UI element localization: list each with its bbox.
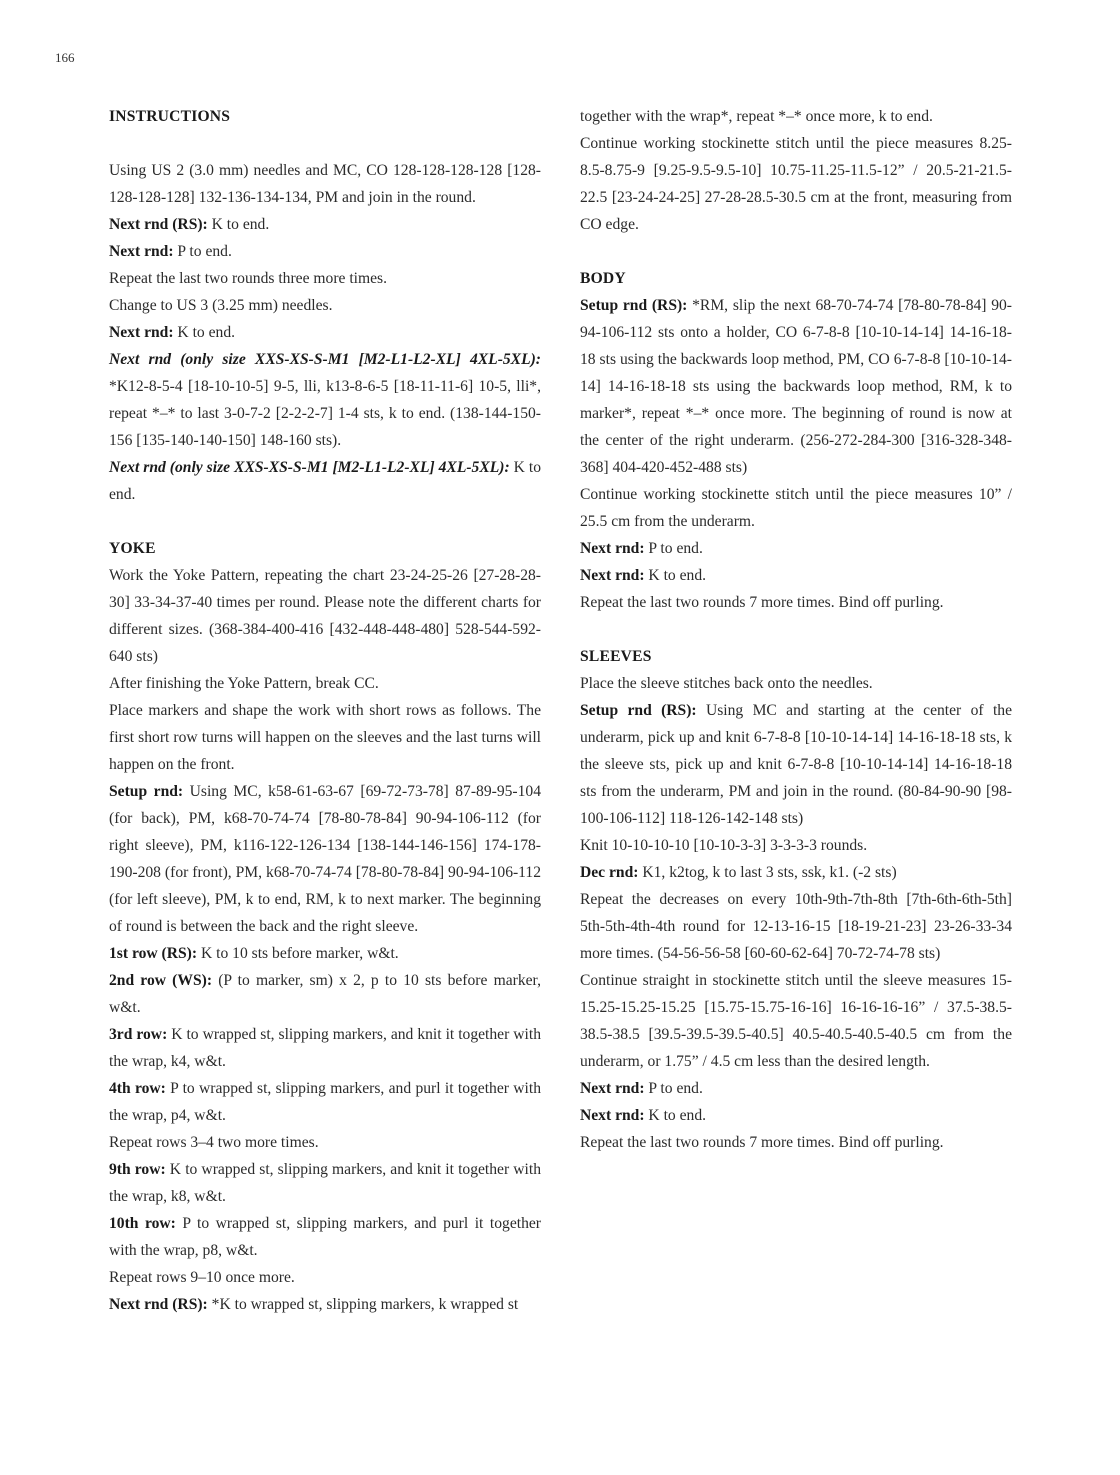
step-text: K1, k2tog, k to last 3 sts, ssk, k1. (-2 sts) <box>638 864 897 881</box>
step-text: (P to marker, sm) x 2, p to 10 sts before marker, w&t. <box>109 972 542 1016</box>
page-number: 166 <box>55 50 75 65</box>
paragraph <box>109 211 541 238</box>
paragraph: together with the wrap*, repeat *–* once more, k to end. <box>580 108 933 125</box>
paragraph <box>109 238 541 265</box>
step-text: P to end. <box>644 1080 703 1097</box>
paragraph: Repeat rows 3–4 two more times. <box>109 1134 319 1151</box>
step-text: K to wrapped st, slipping markers, and knit it together with the wrap, k4, w&t. <box>109 1026 541 1070</box>
step-text: *K12-8-5-4 [18-10-10-5] 9-5, lli, k13-8-6-5 [18-11-11-6] 10-5, lli*, repeat *–* to last 3-0-7-2 [2-2-2-7] 1-4 sts, k to end. (138-144-150-156 [135-140-140-150] 148-160 sts). <box>109 378 541 449</box>
spacer <box>580 616 1012 643</box>
paragraph <box>109 346 541 454</box>
step-label: 9th row: <box>109 1161 166 1178</box>
step-text: K to end. <box>644 1107 707 1124</box>
step-label: Setup rnd (RS): <box>580 702 697 719</box>
step-label: 2nd row (WS): <box>109 972 213 989</box>
step-text: P to end. <box>173 243 232 260</box>
paragraph <box>109 1075 541 1129</box>
paragraph <box>109 1291 541 1318</box>
step-label: Next rnd: <box>580 567 645 584</box>
instructions-heading: INSTRUCTIONS <box>109 108 231 125</box>
paragraph: Continue straight in stockinette stitch until the sleeve measures 15-15.25-15.25-15.25 [15.75-15.75-16-16] 16-16-16-16” / 37.5-38.5-38.5-38.5 [39.5-39.5-39.5-40.5] 40.5-40.5-40.5-40.5 cm from the underarm, or 1.75” / 4.5 cm less than the desired length. <box>580 972 1012 1070</box>
paragraph <box>109 319 541 346</box>
spacer <box>580 238 1012 265</box>
step-text: P to end. <box>644 540 703 557</box>
step-label: Next rnd: <box>109 324 174 341</box>
paragraph: Repeat rows 9–10 once more. <box>109 1269 295 1286</box>
paragraph <box>109 778 541 940</box>
step-label: 3rd row: <box>109 1026 168 1043</box>
step-text: P to wrapped st, slipping markers, and purl it together with the wrap, p8, w&t. <box>109 1215 541 1259</box>
step-text: K to wrapped st, slipping markers, and knit it together with the wrap, k8, w&t. <box>109 1161 542 1205</box>
paragraph <box>580 535 1012 562</box>
step-label: Next rnd (only size XXS-XS-S-M1 [M2-L1-L2-XL] 4XL-5XL): <box>109 459 510 476</box>
paragraph: Using US 2 (3.0 mm) needles and MC, CO 128-128-128-128 [128-128-128-128] 132-136-134-134, PM and join in the round. <box>109 162 541 206</box>
body-heading: BODY <box>580 270 626 287</box>
paragraph: Place markers and shape the work with short rows as follows. The first short row turns will happen on the sleeves and the last turns will happen on the front. <box>109 702 541 773</box>
paragraph: Continue working stockinette stitch until the piece measures 10” / 25.5 cm from the underarm. <box>580 486 1012 530</box>
paragraph <box>580 1075 1012 1102</box>
left-column <box>109 103 541 1318</box>
paragraph: Repeat the last two rounds 7 more times. Bind off purling. <box>580 594 944 611</box>
paragraph <box>580 859 1012 886</box>
step-text: *K to wrapped st, slipping markers, k wrapped st <box>207 1296 519 1313</box>
step-label: Next rnd: <box>580 540 645 557</box>
paragraph: Repeat the last two rounds 7 more times. Bind off purling. <box>580 1134 944 1151</box>
paragraph: After finishing the Yoke Pattern, break CC. <box>109 675 379 692</box>
paragraph <box>580 1102 1012 1129</box>
paragraph: Knit 10-10-10-10 [10-10-3-3] 3-3-3-3 rounds. <box>580 837 868 854</box>
step-label: Next rnd (RS): <box>109 1296 208 1313</box>
paragraph: Repeat the last two rounds three more times. <box>109 270 388 287</box>
step-text: Using MC and starting at the center of the underarm, pick up and knit 6-7-8-8 [10-10-14-14] 14-16-18-18 sts, k the sleeve sts, pick up and knit 6-7-8-8 [10-10-14-14] 14-16-18-18 sts from the underarm, PM and join in the round. (80-84-90-90 [98-100-106-112] 118-126-142-148 sts) <box>580 702 1012 827</box>
paragraph <box>109 940 541 967</box>
step-label: Dec rnd: <box>580 864 639 881</box>
step-label: Setup rnd: <box>109 783 184 800</box>
step-label: 4th row: <box>109 1080 166 1097</box>
step-text: K to end. <box>644 567 707 584</box>
paragraph <box>109 967 541 1021</box>
step-text: K to 10 sts before marker, w&t. <box>197 945 399 962</box>
paragraph: Continue working stockinette stitch until the piece measures 8.25-8.5-8.75-9 [9.25-9.5-9.5-10] 10.75-11.25-11.5-12” / 20.5-21-21.5-22.5 [23-24-24-25] 27-28-28.5-30.5 cm at the front, measuring from CO edge. <box>580 135 1012 233</box>
step-text: K to end. <box>109 459 542 503</box>
paragraph <box>580 292 1012 481</box>
paragraph: Change to US 3 (3.25 mm) needles. <box>109 297 333 314</box>
step-label: Next rnd: <box>580 1107 645 1124</box>
step-label: Next rnd (only size XXS-XS-S-M1 [M2-L1-L2-XL] 4XL-5XL): <box>109 351 541 368</box>
right-column <box>580 103 1012 1156</box>
paragraph <box>580 697 1012 832</box>
paragraph <box>580 562 1012 589</box>
paragraph: Repeat the decreases on every 10th-9th-7th-8th [7th-6th-6th-5th] 5th-5th-4th-4th round for 12-13-16-15 [18-19-21-23] 23-26-33-34 more times. (54-56-56-58 [60-60-62-64] 70-72-74-78 sts) <box>580 891 1012 962</box>
yoke-heading: YOKE <box>109 540 156 557</box>
step-text: K to end. <box>173 324 236 341</box>
paragraph <box>109 454 541 508</box>
step-label: Next rnd: <box>109 243 174 260</box>
paragraph <box>109 1210 541 1264</box>
step-label: 1st row (RS): <box>109 945 198 962</box>
step-label: Next rnd: <box>580 1080 645 1097</box>
paragraph <box>109 1021 541 1075</box>
sleeves-heading: SLEEVES <box>580 648 652 665</box>
step-text: P to wrapped st, slipping markers, and purl it together with the wrap, p4, w&t. <box>109 1080 541 1124</box>
step-text: *RM, slip the next 68-70-74-74 [78-80-78-84] 90-94-106-112 sts onto a holder, CO 6-7-8-8 [10-10-14-14] 14-16-18-18 sts using the backwards loop method, PM, CO 6-7-8-8 [10-10-14-14] 14-16-18-18 sts using the backwards loop method, RM, k to marker*, repeat *–* once more. The beginning of round is now at the center of the right underarm. (256-272-284-300 [316-328-348-368] 404-420-452-488 sts) <box>580 297 1012 476</box>
step-label: 10th row: <box>109 1215 176 1232</box>
step-text: Using MC, k58-61-63-67 [69-72-73-78] 87-89-95-104 (for back), PM, k68-70-74-74 [78-80-78-84] 90-94-106-112 (for right sleeve), PM, k116-122-126-134 [138-144-146-156] 174-178-190-208 (for front), PM, k68-70-74-74 [78-80-78-84] 90-94-106-112 (for left sleeve), PM, k to end, RM, k to next marker. The beginning of round is between the back and the right sleeve. <box>109 783 541 935</box>
paragraph <box>109 1156 541 1210</box>
step-label: Setup rnd (RS): <box>580 297 688 314</box>
step-label: Next rnd (RS): <box>109 216 208 233</box>
spacer <box>109 508 541 535</box>
step-text: K to end. <box>207 216 270 233</box>
paragraph: Place the sleeve stitches back onto the needles. <box>580 675 873 692</box>
paragraph: Work the Yoke Pattern, repeating the chart 23-24-25-26 [27-28-28-30] 33-34-37-40 times per round. Please note the different charts for different sizes. (368-384-400-416 [432-448-448-480] 528-544-592-640 sts) <box>109 567 541 665</box>
spacer <box>109 130 541 157</box>
